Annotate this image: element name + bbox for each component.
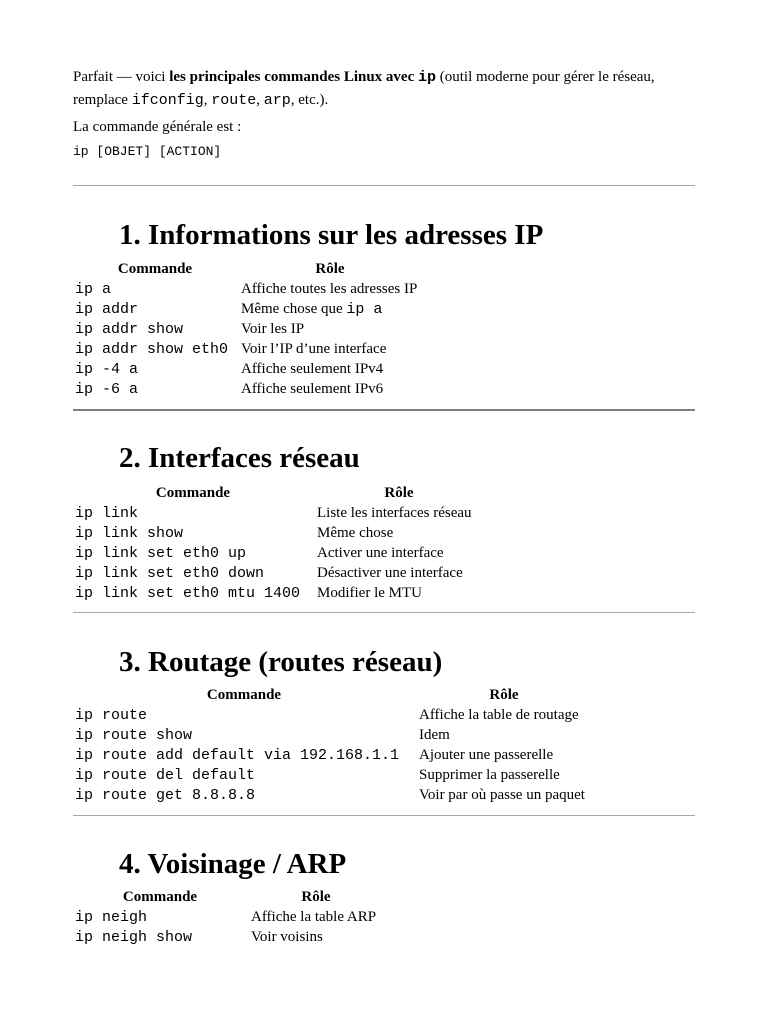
role-cell: Voir voisins bbox=[251, 928, 323, 945]
section-3-heading: 3. Routage (routes réseau) bbox=[119, 646, 443, 678]
column-header-command: Commande bbox=[117, 261, 193, 277]
command-cell: ip -4 a bbox=[75, 360, 139, 378]
table-row bbox=[73, 543, 485, 563]
table-row bbox=[73, 927, 385, 947]
section-4-heading: 4. Voisinage / ARP bbox=[119, 848, 347, 880]
intro-sep-1: , bbox=[203, 92, 212, 108]
intro-sep-2: , bbox=[256, 92, 264, 108]
intro-text-2: (outil moderne pour gérer le réseau, remplace bbox=[73, 69, 655, 108]
table-row bbox=[73, 705, 593, 725]
role-text: Même chose que bbox=[241, 300, 347, 317]
role-cell: Idem bbox=[419, 726, 450, 743]
table-row bbox=[73, 523, 485, 543]
role-cell: Affiche la table ARP bbox=[251, 908, 377, 925]
table-row bbox=[73, 279, 423, 299]
command-cell: ip -6 a bbox=[75, 380, 139, 398]
table-row bbox=[73, 319, 423, 339]
role-cell: Voir par où passe un paquet bbox=[419, 786, 585, 803]
intro-paragraph bbox=[73, 66, 695, 112]
role-cell: Affiche seulement IPv4 bbox=[241, 360, 384, 377]
role-cell: Modifier le MTU bbox=[317, 584, 422, 601]
command-cell: ip route show bbox=[75, 726, 193, 744]
table-row bbox=[73, 765, 593, 785]
command-cell: ip route get 8.8.8.8 bbox=[75, 786, 256, 804]
section-2-table bbox=[73, 483, 485, 603]
section-4-table bbox=[73, 887, 385, 947]
column-header-role: Rôle bbox=[315, 261, 345, 277]
table-row bbox=[73, 785, 593, 805]
role-cell: Voir l’IP d’une interface bbox=[241, 340, 387, 357]
table-row bbox=[73, 745, 593, 765]
command-cell: ip link show bbox=[75, 524, 184, 542]
divider bbox=[73, 409, 695, 411]
role-cell: Liste les interfaces réseau bbox=[317, 504, 472, 521]
intro-code-route: route bbox=[211, 92, 257, 109]
table-header-row bbox=[73, 685, 593, 705]
section-1-table bbox=[73, 259, 423, 399]
table-row bbox=[73, 359, 423, 379]
intro-text-1: Parfait — voici bbox=[73, 69, 170, 85]
divider bbox=[73, 612, 695, 613]
table-header-row bbox=[73, 259, 423, 279]
column-header-role: Rôle bbox=[489, 687, 519, 703]
command-cell: ip addr show bbox=[75, 320, 184, 338]
command-cell: ip a bbox=[75, 280, 112, 298]
command-cell: ip neigh bbox=[75, 908, 148, 926]
syntax-code-block: ip [OBJET] [ACTION] bbox=[73, 144, 222, 159]
table-header-row bbox=[73, 483, 485, 503]
intro-code-ifconfig: ifconfig bbox=[131, 92, 204, 109]
table-row bbox=[73, 503, 485, 523]
section-1-heading: 1. Informations sur les adresses IP bbox=[119, 219, 544, 251]
role-cell: Affiche seulement IPv6 bbox=[241, 380, 384, 397]
command-cell: ip link set eth0 mtu 1400 bbox=[75, 584, 301, 602]
intro-bold-text: les principales commandes Linux avec bbox=[169, 69, 418, 85]
table-row bbox=[73, 339, 423, 359]
command-cell: ip link bbox=[75, 504, 139, 522]
role-cell: Activer une interface bbox=[317, 544, 444, 561]
intro-code-arp: arp bbox=[263, 92, 291, 109]
table-row bbox=[73, 583, 485, 603]
command-cell: ip addr show eth0 bbox=[75, 340, 229, 358]
table-row bbox=[73, 379, 423, 399]
table-row bbox=[73, 907, 385, 927]
role-cell: Affiche toutes les adresses IP bbox=[241, 280, 418, 297]
section-2-heading: 2. Interfaces réseau bbox=[119, 442, 360, 474]
role-cell: Ajouter une passerelle bbox=[419, 746, 554, 763]
command-cell: ip route del default bbox=[75, 766, 256, 784]
general-command-label: La commande générale est : bbox=[73, 119, 242, 135]
role-cell: Supprimer la passerelle bbox=[419, 766, 560, 783]
command-cell: ip addr bbox=[75, 300, 139, 318]
section-3-table bbox=[73, 685, 593, 805]
divider bbox=[73, 185, 695, 186]
table-row bbox=[73, 299, 423, 319]
role-inline-code: ip a bbox=[346, 300, 383, 318]
table-row bbox=[73, 563, 485, 583]
role-cell: Même chose bbox=[317, 524, 394, 541]
intro-bold bbox=[169, 69, 436, 85]
table-row bbox=[73, 725, 593, 745]
intro-bold-code: ip bbox=[418, 69, 437, 86]
command-cell: ip link set eth0 down bbox=[75, 564, 265, 582]
role-cell: Voir les IP bbox=[241, 320, 305, 337]
divider bbox=[73, 815, 695, 816]
role-cell bbox=[239, 299, 423, 319]
role-cell: Désactiver une interface bbox=[317, 564, 463, 581]
intro-text-3: , etc.). bbox=[290, 92, 329, 108]
column-header-command: Commande bbox=[206, 687, 282, 703]
role-cell: Affiche la table de routage bbox=[419, 706, 579, 723]
command-cell: ip route bbox=[75, 706, 148, 724]
command-cell: ip route add default via 192.168.1.1 bbox=[75, 746, 400, 764]
command-cell: ip neigh show bbox=[75, 928, 193, 946]
column-header-command: Commande bbox=[155, 485, 231, 501]
table-header-row bbox=[73, 887, 385, 907]
command-cell: ip link set eth0 up bbox=[75, 544, 247, 562]
column-header-command: Commande bbox=[122, 889, 198, 905]
column-header-role: Rôle bbox=[384, 485, 414, 501]
column-header-role: Rôle bbox=[301, 889, 331, 905]
